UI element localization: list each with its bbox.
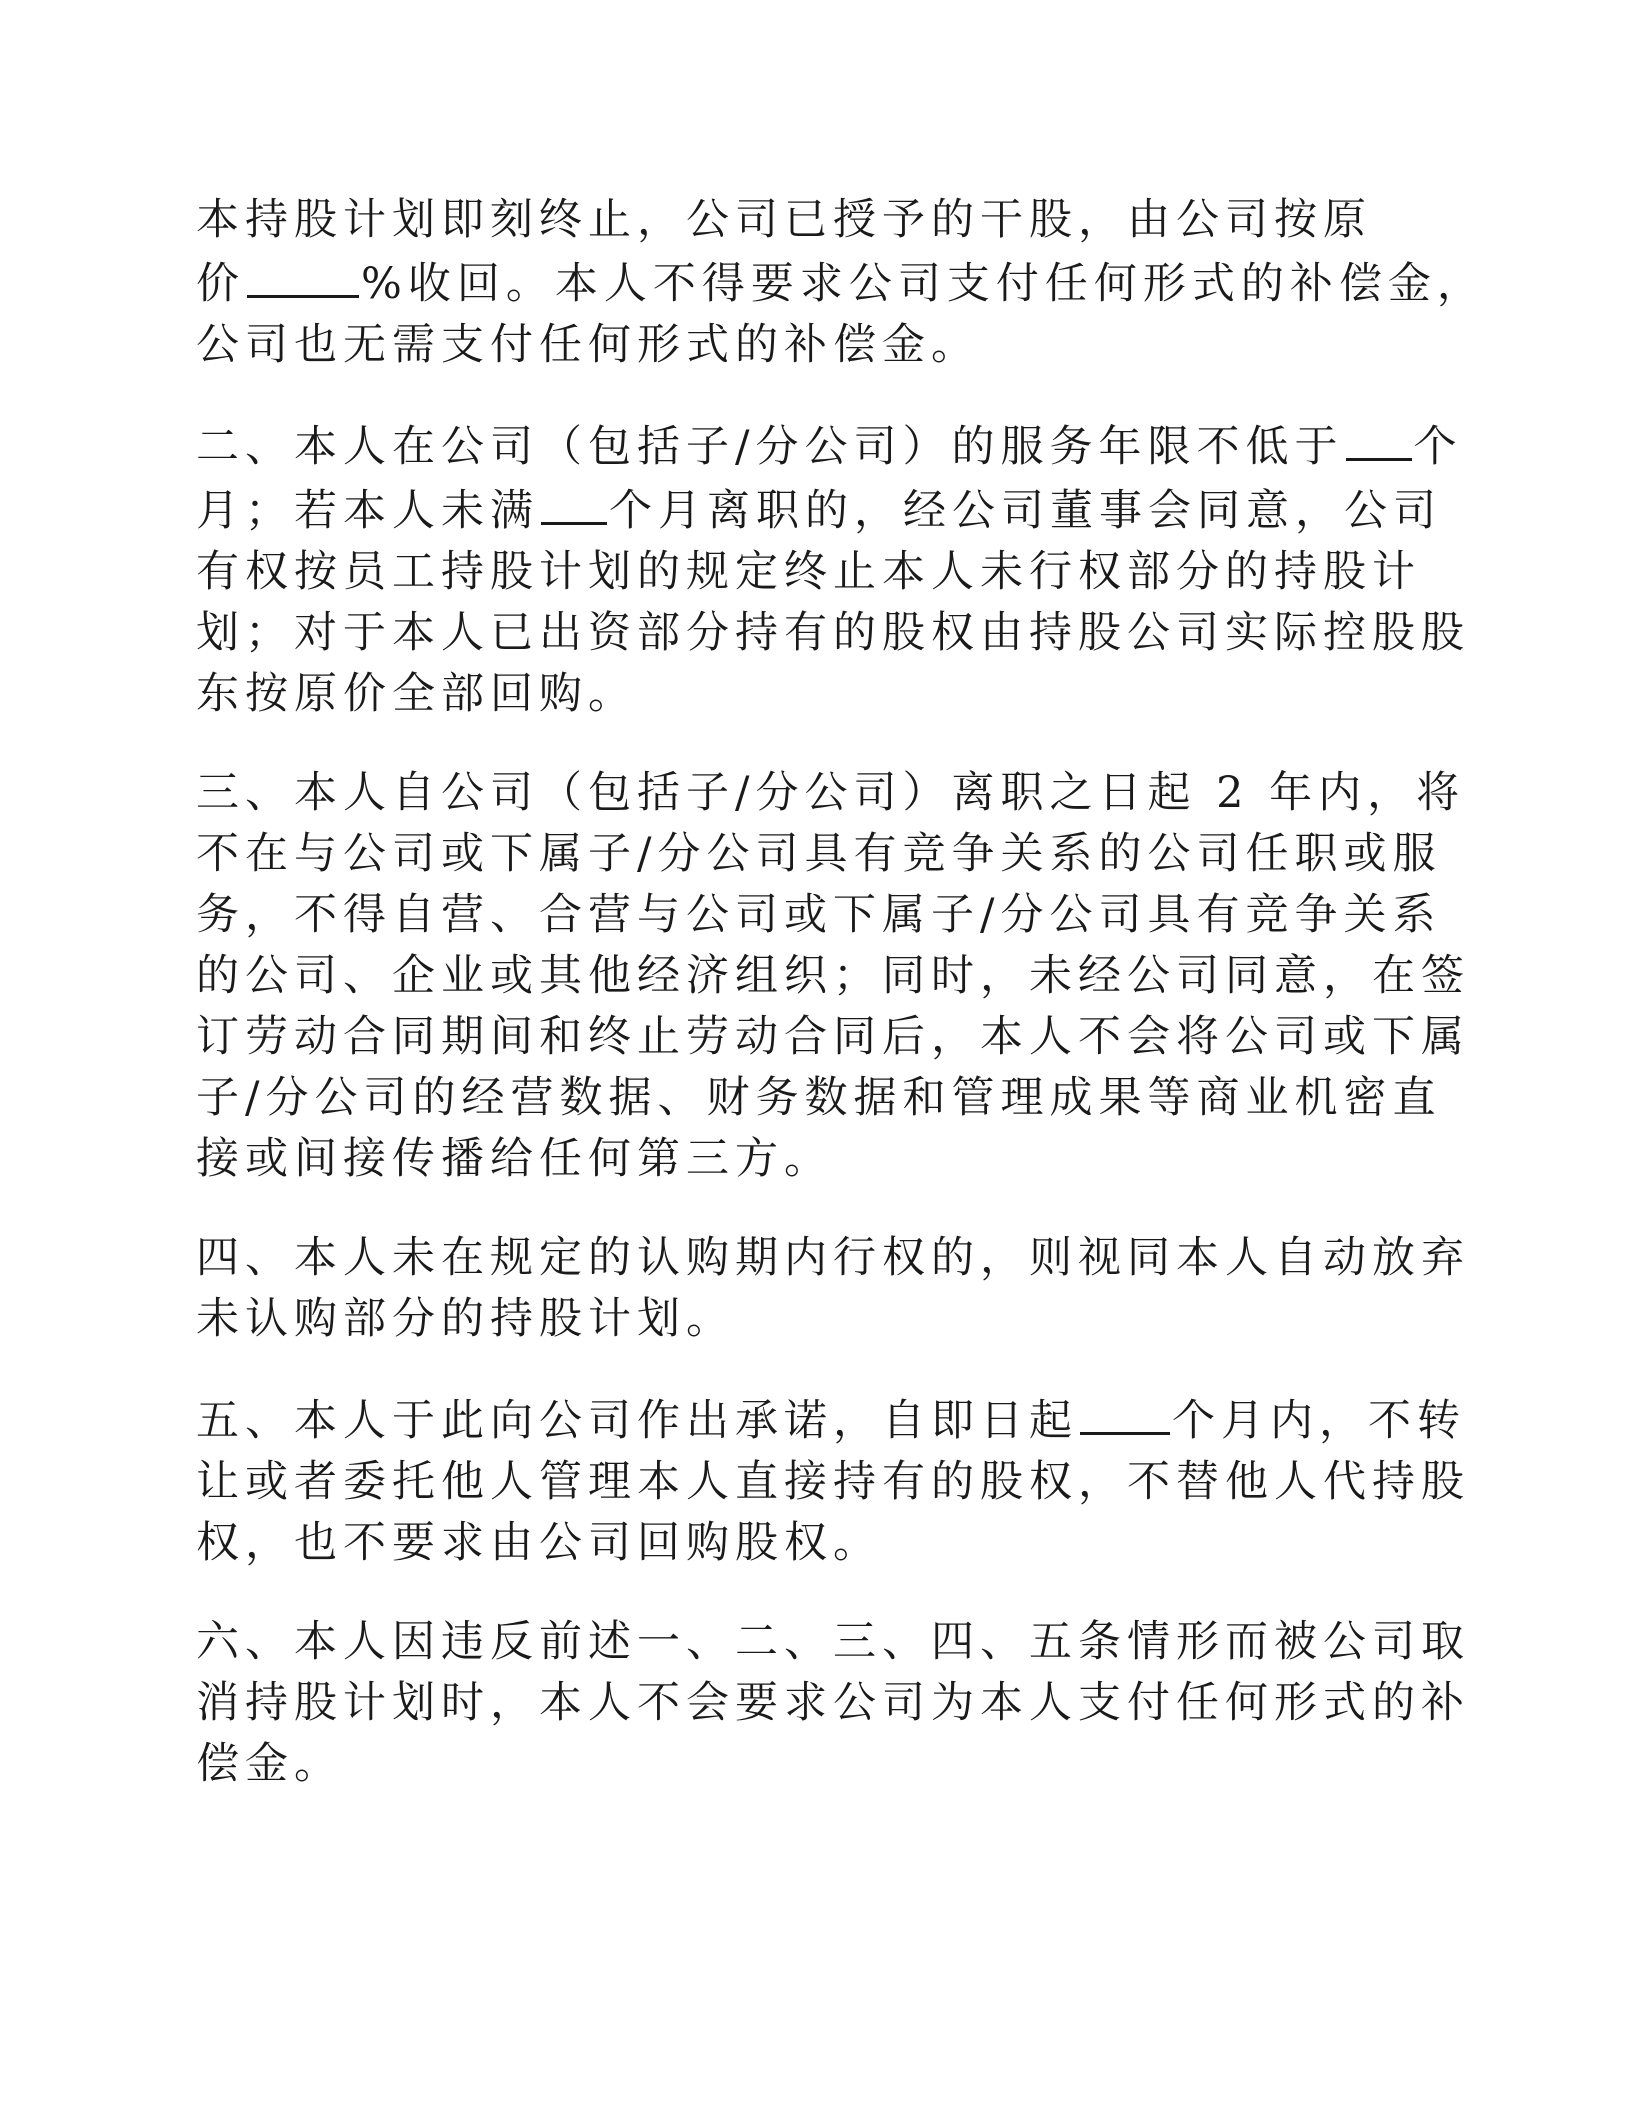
text-fragment: 价 [196, 259, 245, 309]
text-line: 子/分公司的经营数据、财务数据和管理成果等商业机密直 [196, 1073, 1442, 1123]
lockup-months-blank-field[interactable] [1080, 1388, 1170, 1435]
text-line: 本持股计划即刻终止，公司已授予的干股，由公司按原 [196, 195, 1372, 245]
percentage-blank-field[interactable] [247, 251, 359, 298]
text-line [196, 251, 1486, 315]
text-line [196, 478, 1442, 542]
paragraph-clause-2 [196, 414, 1470, 725]
leave-months-blank-field[interactable] [541, 478, 607, 525]
text-line: 不在与公司或下属子/分公司具有竞争关系的公司任职或服 [196, 829, 1442, 879]
text-fragment: 五、本人于此向公司作出承诺，自即日起 [196, 1396, 1078, 1446]
text-line: 的公司、企业或其他经济组织；同时，未经公司同意，在签 [196, 951, 1470, 1001]
text-fragment: %收回。本人不得要求公司支付任何形式的补偿金， [361, 259, 1486, 309]
text-line: 东按原价全部回购。 [196, 669, 637, 719]
text-line: 六、本人因违反前述一、二、三、四、五条情形而被公司取 [196, 1617, 1470, 1667]
text-line: 有权按员工持股计划的规定终止本人未行权部分的持股计 [196, 547, 1421, 597]
service-months-blank-field[interactable] [1346, 414, 1412, 461]
text-fragment: 个月离职的，经公司董事会同意，公司 [609, 486, 1442, 536]
document-page [196, 190, 1486, 1833]
text-line: 权，也不要求由公司回购股权。 [196, 1518, 882, 1568]
text-line: 划；对于本人已出资部分持有的股权由持股公司实际控股股 [196, 608, 1470, 658]
paragraph-clause-6 [196, 1612, 1470, 1795]
text-fragment: 二、本人在公司（包括子/分公司）的服务年限不低于 [196, 422, 1344, 472]
text-line: 订劳动合同期间和终止劳动合同后，本人不会将公司或下属 [196, 1012, 1470, 1062]
text-fragment: 个月内，不转 [1172, 1396, 1466, 1446]
paragraph-termination [196, 190, 1486, 376]
text-line: 务，不得自营、合营与公司或下属子/分公司具有竞争关系 [196, 890, 1442, 940]
text-line: 四、本人未在规定的认购期内行权的，则视同本人自动放弃 [196, 1233, 1470, 1283]
paragraph-clause-5 [196, 1388, 1470, 1574]
text-line [196, 1388, 1466, 1452]
text-line: 公司也无需支付任何形式的补偿金。 [196, 320, 980, 370]
text-line: 偿金。 [196, 1739, 343, 1789]
text-line: 接或间接传播给任何第三方。 [196, 1134, 833, 1184]
text-line: 消持股计划时，本人不会要求公司为本人支付任何形式的补 [196, 1678, 1470, 1728]
text-line [196, 414, 1463, 478]
text-line: 未认购部分的持股计划。 [196, 1294, 735, 1344]
text-fragment: 月；若本人未满 [196, 486, 539, 536]
text-line: 三、本人自公司（包括子/分公司）离职之日起 2 年内，将 [196, 768, 1466, 818]
text-fragment: 个 [1413, 422, 1463, 472]
paragraph-clause-4 [196, 1228, 1470, 1350]
text-line: 让或者委托他人管理本人直接持有的股权，不替他人代持股 [196, 1457, 1470, 1507]
paragraph-clause-3 [196, 763, 1470, 1190]
